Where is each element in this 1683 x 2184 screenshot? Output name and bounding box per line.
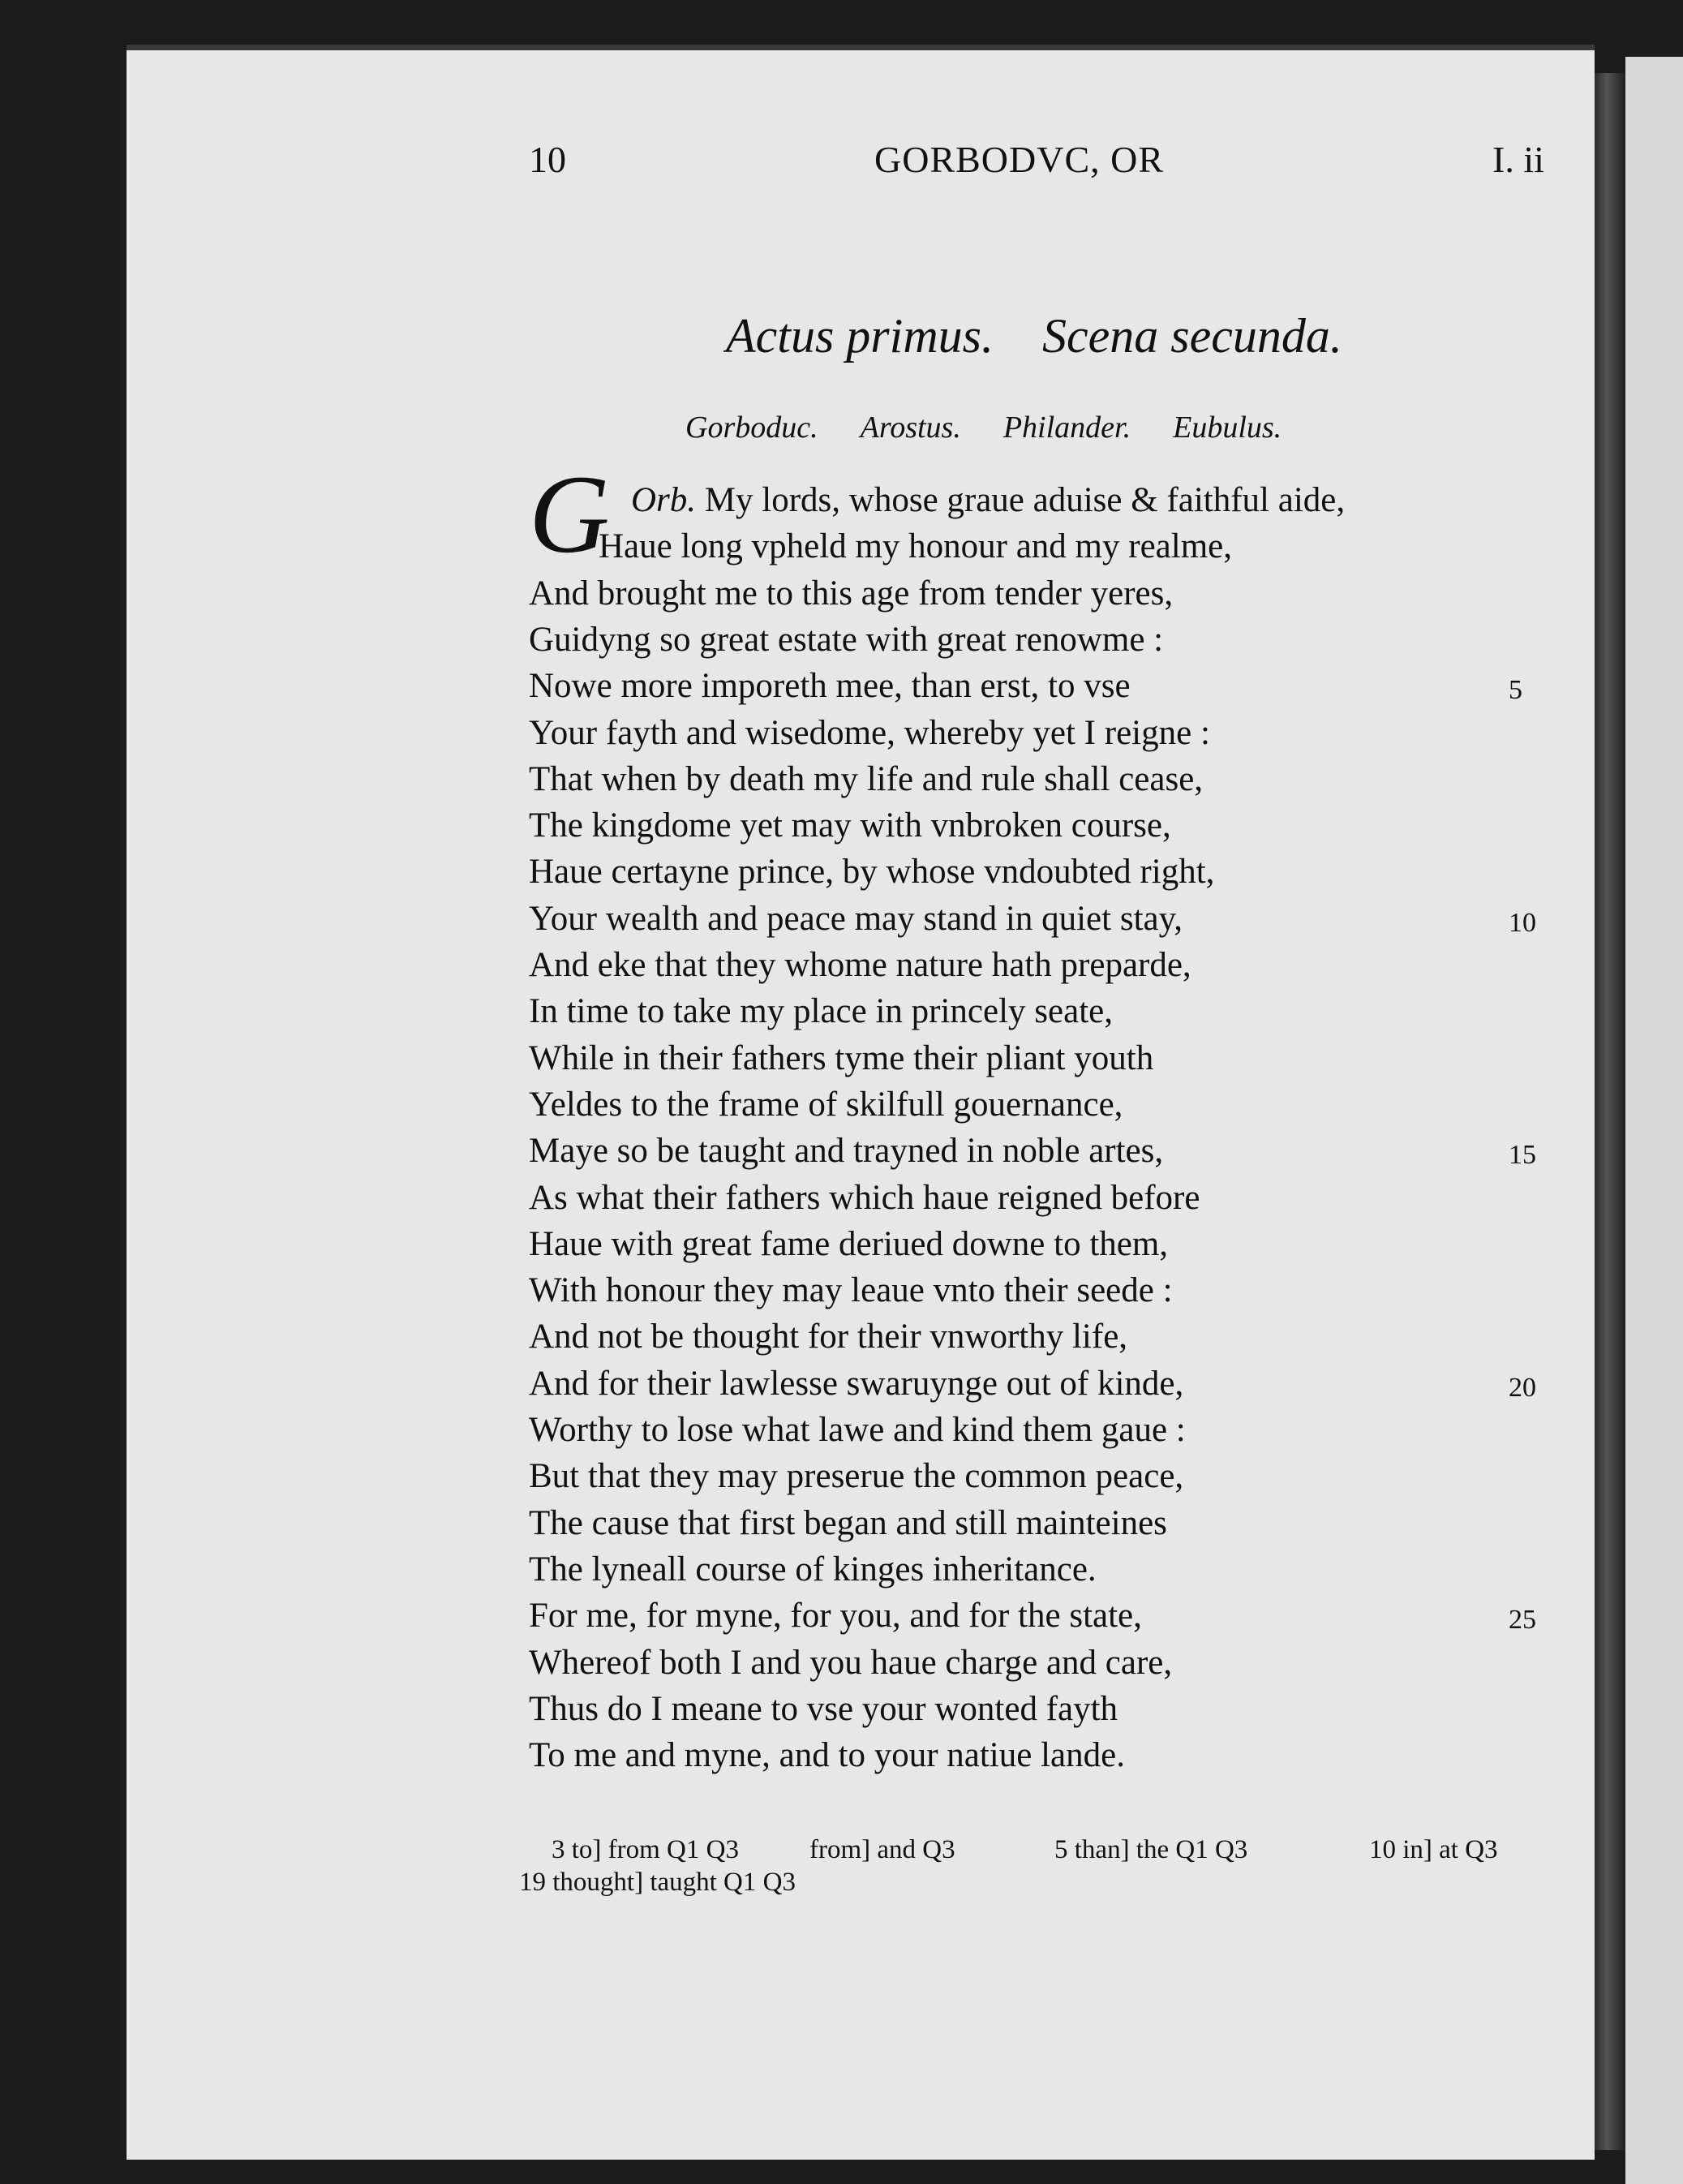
verse-line: For me, for myne, for you, and for the state, — [529, 1597, 1142, 1636]
verse-line: Maye so be taught and trayned in noble artes, — [529, 1132, 1164, 1171]
note: 3 to] from Q1 Q3 — [552, 1835, 739, 1864]
verse-line: To me and myne, and to your natiue lande. — [529, 1736, 1125, 1775]
verse-line: Haue with great fame deriued downe to them, — [529, 1224, 1169, 1263]
verse-line: With honour they may leaue vnto their seede : — [529, 1271, 1173, 1310]
act-label: Actus primus. — [726, 309, 994, 363]
speaker-abbrev: Orb. — [631, 481, 697, 519]
person-name: Philander. — [1003, 411, 1131, 445]
page-number: 10 — [529, 139, 566, 180]
line-number: 15 — [1509, 1140, 1536, 1171]
verse-line: In time to take my place in princely seate, — [529, 992, 1113, 1031]
person-name: Arostus. — [860, 411, 961, 445]
verse-line: As what their fathers which haue reigned before — [529, 1178, 1200, 1217]
running-title: GORBODVC, OR — [874, 139, 1165, 180]
drop-cap: G — [529, 452, 610, 576]
verse-line: And not be thought for their vnworthy life, — [529, 1318, 1128, 1356]
note: from] and Q3 — [809, 1835, 955, 1864]
verse-line — [631, 483, 1345, 518]
verse-line: That when by death my life and rule shall cease, — [529, 759, 1204, 798]
verse-line: Worthy to lose what lawe and kind them gaue : — [529, 1411, 1186, 1449]
dramatis-personae — [685, 410, 1324, 445]
line-number: 5 — [1509, 675, 1522, 706]
verse-line: The lyneall course of kinges inheritance. — [529, 1550, 1097, 1589]
person-name: Eubulus. — [1173, 411, 1282, 445]
verse-line: The cause that first began and still mainteines — [529, 1503, 1167, 1542]
verse-line: And brought me to this age from tender yeres, — [529, 574, 1174, 613]
verse-text: My lords, whose graue aduise & faithful aide, — [704, 481, 1346, 519]
scene-heading — [726, 308, 1342, 364]
verse-line: And eke that they whome nature hath preparde, — [529, 946, 1191, 984]
note: 19 thought] taught Q1 Q3 — [519, 1868, 796, 1897]
verse-line: But that they may preserue the common peace, — [529, 1457, 1184, 1496]
line-number: 25 — [1509, 1605, 1536, 1636]
scene-label: Scena secunda. — [1042, 309, 1342, 363]
verse-line: Yeldes to the frame of skilfull gouernance, — [529, 1085, 1123, 1124]
verse-line: Nowe more imporeth mee, than erst, to vse — [529, 667, 1131, 706]
verse-line: Whereof both I and you haue charge and care, — [529, 1643, 1173, 1682]
line-number: 20 — [1509, 1372, 1536, 1403]
verse-line: Haue long vpheld my honour and my realme, — [599, 527, 1232, 566]
verse-line: Haue certayne prince, by whose vndoubted right, — [529, 853, 1215, 892]
person-name: Gorboduc. — [685, 411, 818, 445]
book-spine — [1595, 73, 1625, 2150]
verse-line: Your fayth and wisedome, whereby yet I reigne : — [529, 713, 1210, 752]
verse-line: Your wealth and peace may stand in quiet stay, — [529, 899, 1183, 938]
facing-page-edge — [1625, 57, 1683, 2184]
section-marker: I. ii — [1492, 139, 1544, 180]
line-number: 10 — [1509, 907, 1536, 938]
verse-line: While in their fathers tyme their pliant youth — [529, 1038, 1154, 1077]
verse-line: Guidyng so great estate with great renowme : — [529, 620, 1164, 659]
verse-line: The kingdome yet may with vnbroken course, — [529, 806, 1171, 845]
note: 5 than] the Q1 Q3 — [1054, 1835, 1248, 1864]
textual-notes — [519, 1835, 1541, 1900]
verse-line: Thus do I meane to vse your wonted fayth — [529, 1689, 1118, 1728]
verse-line: And for their lawlesse swaruynge out of kinde, — [529, 1364, 1184, 1403]
note: 10 in] at Q3 — [1369, 1835, 1498, 1864]
